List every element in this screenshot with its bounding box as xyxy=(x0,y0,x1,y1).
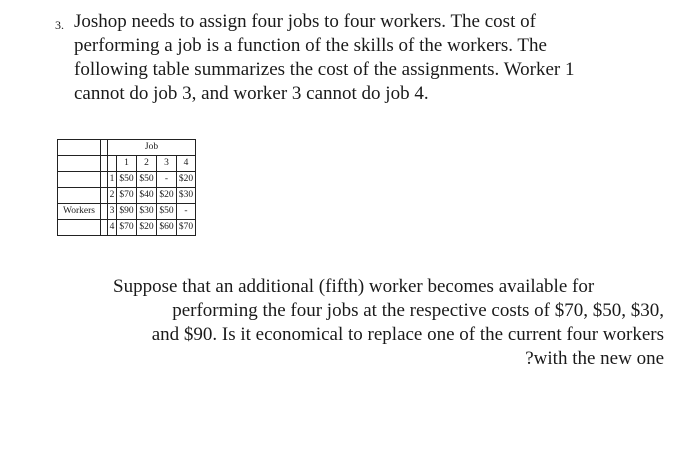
problem-number: 3. xyxy=(55,18,64,32)
workers-label: Workers xyxy=(58,204,101,220)
table-corner-cell xyxy=(101,156,108,172)
job-number-1: 1 xyxy=(117,156,137,172)
spacer-cell xyxy=(101,172,108,188)
job-number-3: 3 xyxy=(157,156,177,172)
followup-line-2: performing the four jobs at the respective costs of $70, $50, $30, xyxy=(172,300,664,321)
table-header-row xyxy=(58,140,196,156)
problem-line-4: cannot do job 3, and worker 3 cannot do job 4. xyxy=(74,83,429,104)
cost-table xyxy=(57,139,196,236)
table-corner-cell xyxy=(108,156,117,172)
table-row xyxy=(58,204,196,220)
worker-number: 3 xyxy=(108,204,117,220)
cost-cell: $90 xyxy=(117,204,137,220)
cost-cell: $50 xyxy=(137,172,157,188)
cost-cell: $20 xyxy=(157,188,177,204)
problem-line-2: performing a job is a function of the skills of the workers. The xyxy=(74,35,547,56)
followup-question xyxy=(64,275,664,371)
problem-line-3: following table summarizes the cost of the assignments. Worker 1 xyxy=(74,59,575,80)
table-row xyxy=(58,188,196,204)
job-number-2: 2 xyxy=(137,156,157,172)
job-number-row xyxy=(58,156,196,172)
table-corner-cell xyxy=(101,140,108,156)
spacer-cell xyxy=(101,220,108,236)
label-cell xyxy=(58,188,101,204)
cost-cell: - xyxy=(157,172,177,188)
table-corner-cell xyxy=(58,140,101,156)
table-row xyxy=(58,220,196,236)
table-corner-cell xyxy=(58,156,101,172)
worker-number: 1 xyxy=(108,172,117,188)
job-number-4: 4 xyxy=(177,156,196,172)
cost-cell: $20 xyxy=(137,220,157,236)
cost-cell: $30 xyxy=(177,188,196,204)
cost-cell: $50 xyxy=(117,172,137,188)
worker-number: 2 xyxy=(108,188,117,204)
label-cell xyxy=(58,172,101,188)
job-header: Job xyxy=(108,140,196,156)
followup-line-3: and $90. Is it economical to replace one of the current four workers xyxy=(151,324,664,345)
cost-cell: $70 xyxy=(117,220,137,236)
problem-line-1: Joshop needs to assign four jobs to four workers. The cost of xyxy=(74,11,536,32)
problem-statement xyxy=(55,10,655,106)
worker-number: 4 xyxy=(108,220,117,236)
spacer-cell xyxy=(101,204,108,220)
cost-cell: $50 xyxy=(157,204,177,220)
cost-cell: $20 xyxy=(177,172,196,188)
label-cell xyxy=(58,220,101,236)
table-row xyxy=(58,172,196,188)
cost-cell: $70 xyxy=(177,220,196,236)
followup-line-1: Suppose that an additional (fifth) worker becomes available for xyxy=(113,276,595,297)
followup-line-4: ?with the new one xyxy=(525,348,664,369)
cost-cell: $60 xyxy=(157,220,177,236)
cost-cell: $40 xyxy=(137,188,157,204)
spacer-cell xyxy=(101,188,108,204)
cost-cell: $70 xyxy=(117,188,137,204)
cost-cell: - xyxy=(177,204,196,220)
cost-cell: $30 xyxy=(137,204,157,220)
